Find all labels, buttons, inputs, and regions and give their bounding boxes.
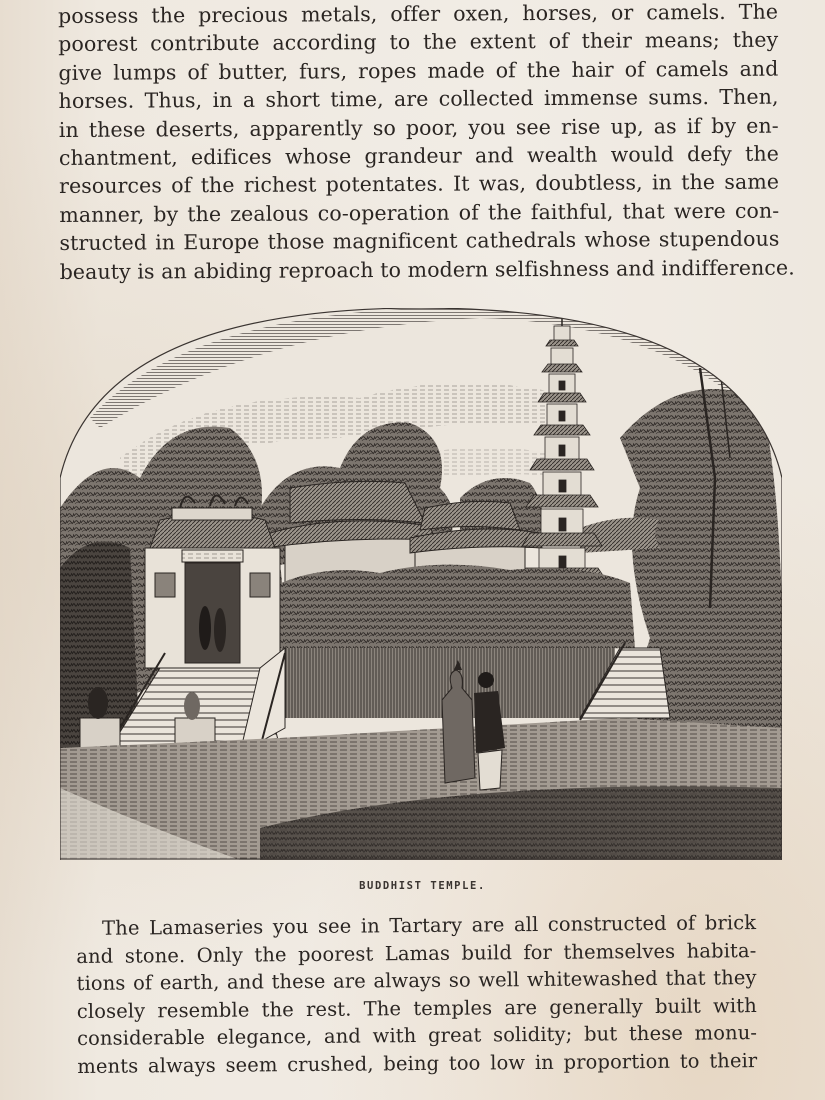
text-line: structed in Europe those magnificent cathedrals whose stupendous (59, 226, 780, 256)
text-line: give lumps of butter, furs, ropes made of the hair of camels and (58, 56, 779, 85)
text-line: manner, by the zealous co-operation of the faithful, that were con- (59, 198, 780, 227)
text-line: resources of the richest potentates. It was, doubtless, in the same (59, 170, 780, 199)
text-line: horses. Thus, in a short time, are collected immense sums. Then, (58, 84, 779, 114)
figure-caption: BUDDHIST TEMPLE. (359, 880, 486, 892)
text-line: considerable elegance, and with great solidity; but these monu- (76, 1021, 758, 1050)
bottom-paragraph (76, 909, 757, 1080)
text-line: and stone. Only the poorest Lamas build for themselves habita- (76, 938, 757, 968)
text-line: possess the precious metals, offer oxen, horses, or camels. The (58, 0, 779, 28)
text-line: The Lamaseries you see in Tartary are all constructed of brick (102, 911, 757, 940)
text-line: beauty is an abiding reproach to modern selfishness and indifference. (59, 255, 795, 284)
text-line: in these deserts, apparently so poor, you see rise up, as if by en- (58, 113, 779, 142)
text-line: ments always seem crushed, being too low in proportion to their (77, 1048, 758, 1078)
top-paragraph (58, 0, 795, 286)
text-line: tions of earth, and these are always so well whitewashed that they (76, 966, 757, 995)
text-line: chantment, edifices whose grandeur and wealth would defy the (58, 141, 780, 171)
text-line: closely resemble the rest. The temples are generally built with (76, 993, 757, 1023)
text-line: poorest contribute according to the extent of their means; they (58, 28, 779, 57)
buddhist-temple-illustration (60, 308, 782, 860)
